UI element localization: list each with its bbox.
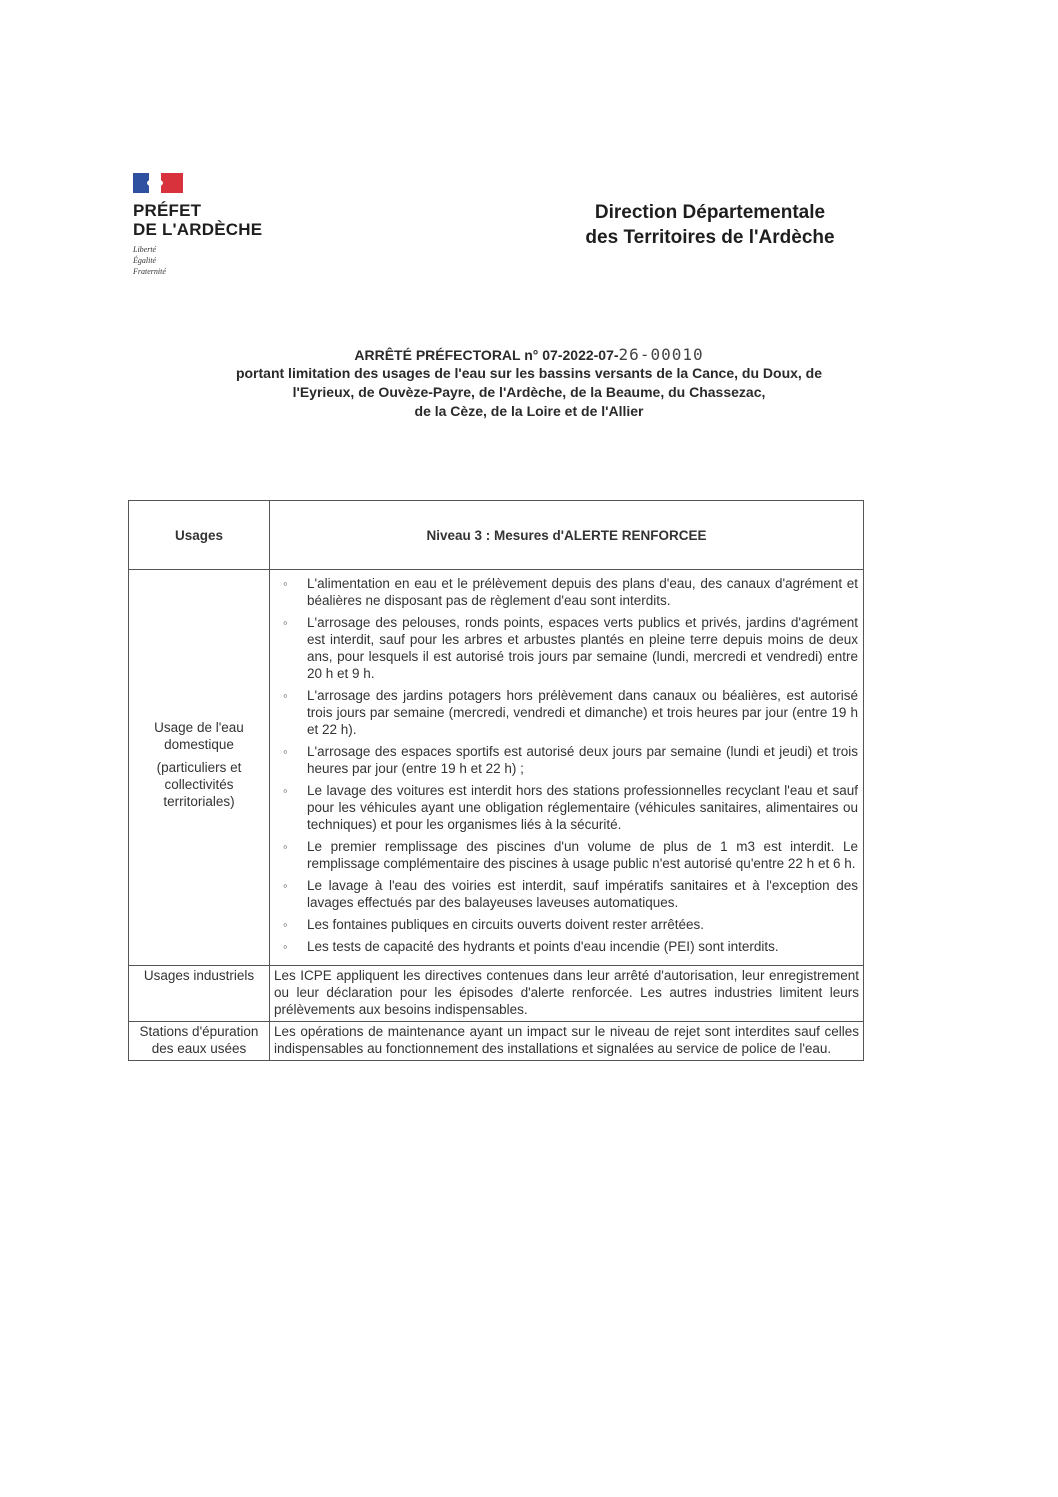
list-item: ◦ L'arrosage des jardins potagers hors prélèvement dans canaux ou béalières, est autorisé trois jours par semaine (mercredi, vendredi et dimanche) et trois heures par jour (entre 19 h et 22 h). <box>271 687 858 738</box>
handwritten-number: 26-00010 <box>618 345 704 364</box>
domestic-list <box>271 571 862 964</box>
stations-text: Les opérations de maintenance ayant un impact sur le niveau de rejet sont interdites sauf celles indispensables au fonctionnement des installations et signalées au service de police de l'eau. <box>270 1022 864 1061</box>
table-row-industrial <box>129 966 864 1022</box>
list-item: ◦ Les tests de capacité des hydrants et points d'eau incendie (PEI) sont interdits. <box>271 938 858 955</box>
table-header-row <box>129 501 864 570</box>
table-row-stations <box>129 1022 864 1061</box>
direction-line-2: des Territoires de l'Ardèche <box>585 227 835 248</box>
document-title <box>100 346 958 421</box>
list-item: ◦ Le lavage des voitures est interdit hors des stations professionnelles recyclant l'eau et sauf pour les véhicules ayant une obligation réglementaire (véhicules sanitaires, alimentaires ou techniques) et pour les organismes liés à la sécurité. <box>271 782 858 833</box>
stations-label: Stations d'épuration des eaux usées <box>129 1022 270 1061</box>
subtitle-line-1: portant limitation des usages de l'eau sur les bassins versants de la Cance, du Doux, de <box>235 365 823 381</box>
motto-liberte: Liberté <box>133 245 157 254</box>
prefet-logo <box>133 173 293 277</box>
list-item: ◦ L'arrosage des espaces sportifs est autorisé deux jours par semaine (lundi et jeudi) et trois heures par jour (entre 19 h et 22 h) ; <box>271 743 858 777</box>
list-item: ◦ Le premier remplissage des piscines d'un volume de plus de 1 m3 est interdit. Le remplissage complémentaire des piscines à usage public n'est autorisé qu'entre 22 h et 6 h. <box>271 838 858 872</box>
logo-line-2: DE L'ARDÈCHE <box>133 220 263 239</box>
list-item: ◦ Les fontaines publiques en circuits ouverts doivent rester arrêtées. <box>271 916 858 933</box>
logo-line-1: PRÉFET <box>133 201 202 220</box>
direction-line-1: Direction Départementale <box>594 202 826 223</box>
domestic-label <box>129 570 270 966</box>
list-item: ◦ L'alimentation en eau et le prélèvement depuis des plans d'eau, des canaux d'agrément et béalières ne disposant pas de règlement d'eau sont interdits. <box>271 575 858 609</box>
direction-heading <box>560 200 860 250</box>
subtitle-line-2: l'Eyrieux, de Ouvèze-Payre, de l'Ardèche, de la Beaume, du Chassezac, <box>292 384 766 400</box>
measures-table <box>128 500 864 1061</box>
subtitle-line-3: de la Cèze, de la Loire et de l'Allier <box>414 403 644 419</box>
marianne-flag-icon <box>133 173 183 193</box>
header-niveau: Niveau 3 : Mesures d'ALERTE RENFORCEE <box>270 501 864 570</box>
domestic-measures <box>270 570 864 966</box>
industrial-label: Usages industriels <box>129 966 270 1022</box>
domestic-label-sub: (particuliers et collectivités territoriales) <box>156 760 242 809</box>
motto-fraternite: Fraternité <box>133 267 166 276</box>
list-item: ◦ Le lavage à l'eau des voiries est interdit, sauf impératifs sanitaires et à l'exception des lavages effectués par des balayeuses laveuses automatiques. <box>271 877 858 911</box>
republic-motto <box>133 244 293 277</box>
arrete-number: ARRÊTÉ PRÉFECTORAL n° 07-2022-07-26-00010 <box>354 345 704 364</box>
header-usages: Usages <box>129 501 270 570</box>
domestic-label-main: Usage de l'eau domestique <box>154 720 244 752</box>
industrial-text: Les ICPE appliquent les directives contenues dans leur arrêté d'autorisation, leur enregistrement ou leur déclaration pour les épisodes d'alerte renforcée. Les autres industries limitent leurs prélèvements aux besoins indispensables. <box>270 966 864 1022</box>
table-row-domestic <box>129 570 864 966</box>
motto-egalite: Égalité <box>133 256 157 265</box>
list-item: ◦ L'arrosage des pelouses, ronds points, espaces verts publics et privés, jardins d'agrément est interdit, sauf pour les arbres et arbustes plantés en pleine terre depuis moins de deux ans, pour lesquels il est autorisé trois jours par semaine (lundi, mercredi et vendredi) entre 20 h et 9 h. <box>271 614 858 682</box>
